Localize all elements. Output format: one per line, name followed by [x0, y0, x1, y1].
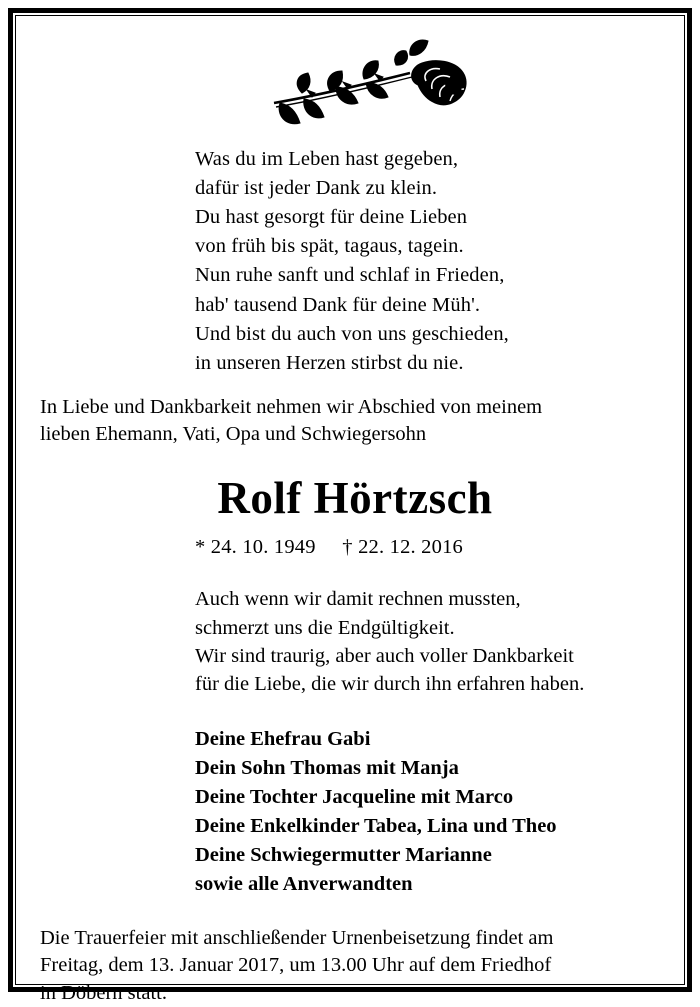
poem-line: Du hast gesorgt für deine Lieben — [195, 206, 468, 229]
verse-line: Wir sind traurig, aber auch voller Dankbarkeit — [195, 644, 574, 667]
closing-line: Freitag, dem 13. Januar 2017, um 13.00 Uhr auf dem Friedhof — [40, 954, 552, 977]
family-line: Deine Enkelkinder Tabea, Lina und Theo — [195, 814, 557, 837]
closing-line: in Döbern statt. — [40, 981, 167, 1004]
personal-verse-block — [40, 585, 660, 698]
mourning-border-inner — [15, 15, 685, 1004]
notice-content — [40, 34, 660, 1004]
poem-block — [40, 145, 660, 378]
poem-line: Nun ruhe sanft und schlaf in Frieden, — [195, 264, 505, 287]
poem-line: dafür ist jeder Dank zu klein. — [195, 177, 438, 200]
poem-line: in unseren Herzen stirbst du nie. — [195, 351, 464, 374]
poem-line: Was du im Leben hast gegeben, — [195, 148, 459, 170]
deceased-name: Rolf Hörtzsch — [217, 473, 493, 524]
family-line: Deine Ehefrau Gabi — [195, 727, 371, 750]
poem-line: hab' tausend Dank für deine Müh'. — [195, 293, 481, 316]
intro-line: lieben Ehemann, Vati, Opa und Schwiegersohn — [40, 423, 427, 446]
family-line: Deine Schwiegermutter Marianne — [195, 843, 492, 866]
poem-line: Und bist du auch von uns geschieden, — [195, 322, 509, 345]
verse-line: Auch wenn wir damit rechnen mussten, — [195, 588, 521, 611]
rose-branch-icon — [40, 34, 660, 139]
intro-block — [40, 394, 660, 449]
family-line: sowie alle Anverwandten — [195, 873, 413, 896]
intro-line: In Liebe und Dankbarkeit nehmen wir Abschied von meinem — [40, 395, 543, 418]
verse-line: für die Liebe, die wir durch ihn erfahren haben. — [195, 673, 585, 696]
verse-line: schmerzt uns die Endgültigkeit. — [195, 616, 455, 639]
funeral-details — [40, 925, 660, 1007]
family-line: Dein Sohn Thomas mit Manja — [195, 756, 459, 779]
family-line: Deine Tochter Jacqueline mit Marco — [195, 785, 514, 808]
family-list — [40, 725, 660, 900]
closing-line: Die Trauerfeier mit anschließender Urnenbeisetzung findet am — [40, 927, 554, 950]
birth-death-dates: * 24. 10. 1949 † 22. 12. 2016 — [195, 536, 463, 559]
poem-line: von früh bis spät, tagaus, tagein. — [195, 235, 464, 258]
